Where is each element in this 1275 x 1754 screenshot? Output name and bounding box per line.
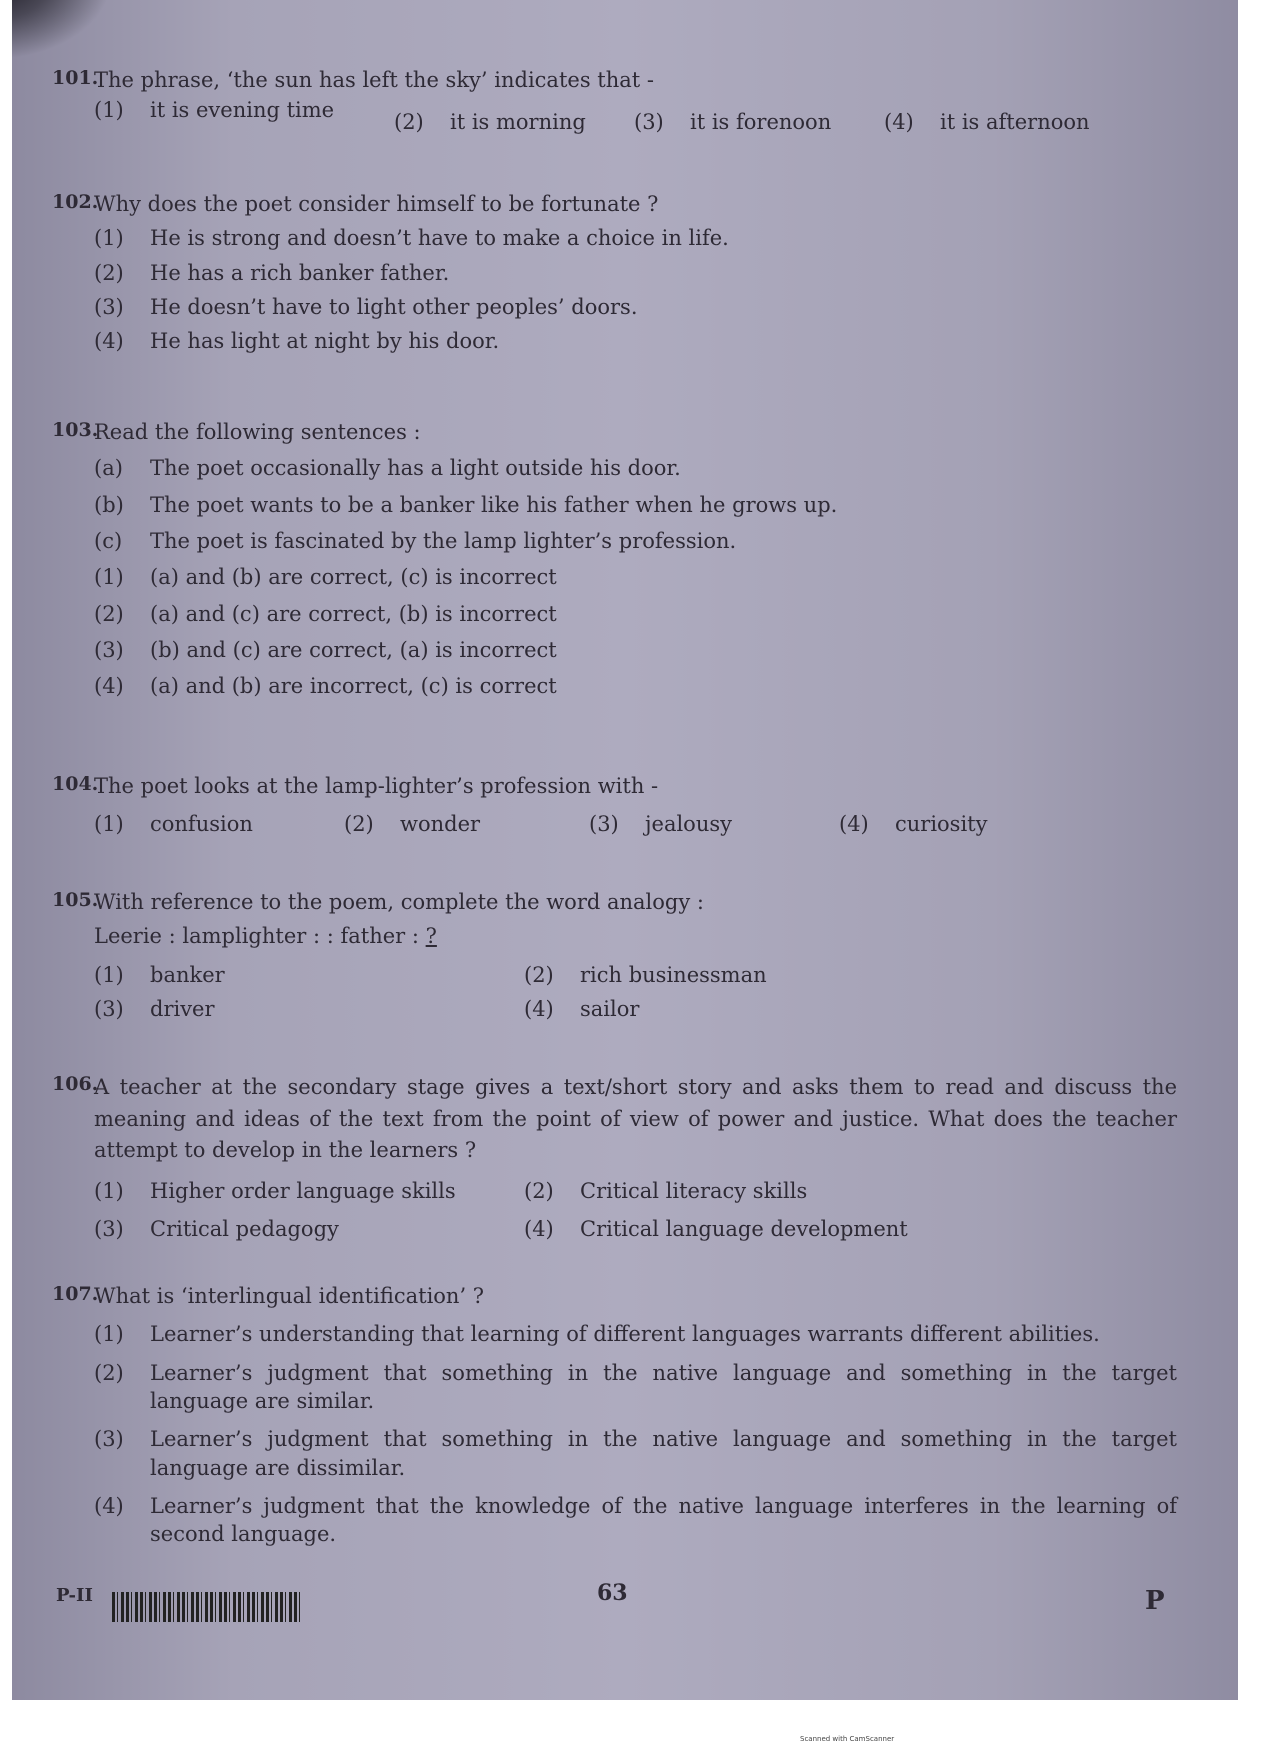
question-text: The phrase, ‘the sun has left the sky’ indicates that -	[94, 68, 654, 92]
page-number: 63	[597, 1580, 628, 1606]
option-2: (2) wonder	[344, 812, 481, 837]
page-corner-shadow	[12, 0, 112, 60]
question-number: 104.	[52, 773, 99, 795]
option-3: (3) Critical pedagogy	[94, 1216, 339, 1241]
question-number: 102.	[52, 191, 99, 213]
question-text: With reference to the poem, complete the word analogy :	[94, 890, 704, 914]
option-2: (2) Critical literacy skills	[524, 1178, 808, 1203]
question-text: The poet looks at the lamp-lighter’s profession with -	[94, 774, 659, 798]
analogy-blank: ?	[425, 924, 437, 949]
option-1: (1) He is strong and doesn’t have to make a choice in life.	[94, 226, 729, 251]
question-number: 101.	[52, 67, 99, 89]
option-3: (3) Learner’s judgment that something in the native language and something in the target language are dissimilar.	[94, 1427, 1177, 1480]
exam-page	[12, 0, 1238, 1700]
option-1: (1) banker	[94, 962, 225, 987]
option-4: (4) He has light at night by his door.	[94, 329, 500, 354]
series-letter: P	[1145, 1586, 1165, 1616]
option-2: (2) it is morning	[394, 110, 586, 135]
statement-a: (a) The poet occasionally has a light outside his door.	[94, 456, 681, 481]
question-number: 106.	[52, 1073, 99, 1095]
question-104	[52, 772, 987, 839]
option-1: (1) Higher order language skills	[94, 1178, 456, 1203]
question-101	[52, 66, 1090, 137]
option-1: (1) confusion	[94, 812, 253, 837]
question-105	[52, 888, 1044, 1023]
question-number: 103.	[52, 419, 99, 441]
question-text: What is ‘interlingual identification’ ?	[94, 1284, 485, 1308]
question-text: A teacher at the secondary stage gives a text/short story and asks them to read and discuss the meaning and ideas of the text from the point of view of power and justice. What does the teacher attempt to develop in the learners ?	[94, 1075, 1177, 1162]
question-number: 105.	[52, 889, 99, 911]
option-4: (4) Critical language development	[524, 1216, 908, 1241]
question-number: 107.	[52, 1283, 99, 1305]
paper-code: P-II	[56, 1585, 93, 1606]
option-3: (3) it is forenoon	[634, 110, 832, 135]
question-102	[52, 190, 729, 356]
question-107	[52, 1282, 1177, 1549]
question-text: Why does the poet consider himself to be fortunate ?	[94, 192, 659, 216]
statement-c: (c) The poet is fascinated by the lamp lighter’s profession.	[94, 529, 737, 554]
option-3: (3) (b) and (c) are correct, (a) is incorrect	[94, 638, 557, 663]
question-103	[52, 418, 837, 701]
option-3: (3) driver	[94, 997, 215, 1022]
option-4: (4) sailor	[524, 997, 640, 1022]
option-1: (1) Learner’s understanding that learning of different languages warrants different abilities.	[94, 1322, 1100, 1347]
option-4: (4) curiosity	[839, 812, 988, 837]
barcode	[112, 1592, 302, 1622]
option-3: (3) jealousy	[589, 812, 732, 837]
option-2: (2) (a) and (c) are correct, (b) is incorrect	[94, 601, 557, 626]
option-4: (4) (a) and (b) are incorrect, (c) is correct	[94, 674, 557, 699]
option-1: (1) (a) and (b) are correct, (c) is incorrect	[94, 565, 557, 590]
option-2: (2) He has a rich banker father.	[94, 260, 450, 285]
option-2: (2) rich businessman	[524, 962, 767, 987]
question-text: Read the following sentences :	[94, 420, 421, 444]
option-2: (2) Learner’s judgment that something in the native language and something in the target language are similar.	[94, 1360, 1177, 1414]
option-3: (3) He doesn’t have to light other peoples’ doors.	[94, 295, 638, 320]
question-106	[52, 1072, 1177, 1243]
analogy-line: Leerie : lamplighter : : father : ?	[94, 924, 437, 949]
scanner-watermark: Scanned with CamScanner	[800, 1735, 895, 1743]
option-4: (4) it is afternoon	[884, 110, 1090, 135]
statement-b: (b) The poet wants to be a banker like his father when he grows up.	[94, 492, 838, 517]
option-4: (4) Learner’s judgment that the knowledge of the native language interferes in the learning of second language.	[94, 1494, 1177, 1547]
option-1: (1) it is evening time	[94, 98, 335, 123]
